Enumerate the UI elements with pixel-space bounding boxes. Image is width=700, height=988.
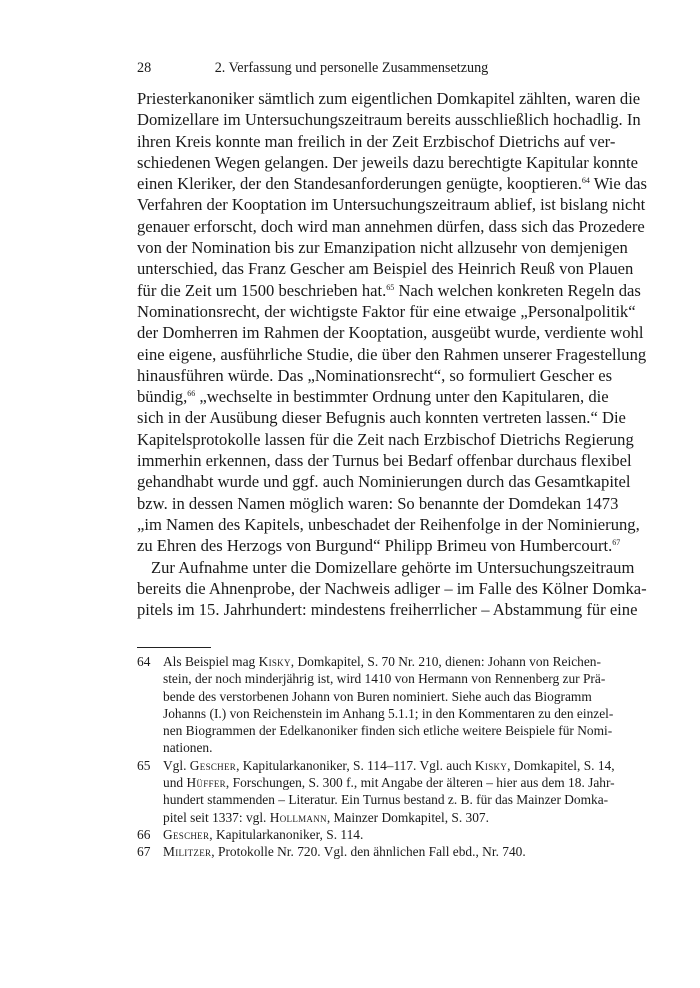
body-line: Domizellare im Untersuchungszeitraum bereits ausschließlich hochadlig. In: [137, 110, 641, 130]
body-text: [137, 88, 648, 620]
body-line: Verfahren der Kooptation im Untersuchungszeitraum ablief, ist bislang nicht: [137, 195, 646, 215]
footnote-66: 66 Gescher, Kapitularkanoniker, S. 114.: [137, 826, 364, 842]
footnote-ref-67[interactable]: 67: [612, 538, 621, 548]
footnotes: [137, 653, 615, 861]
body-line: einen Kleriker, der den Standesanforderungen genügte, kooptieren.$^{64}$ Wie das: [137, 174, 648, 194]
author-name: Kisky: [474, 757, 508, 773]
author-name: Hollmann: [269, 809, 327, 825]
body-line: pitels im 15. Jahrhundert: mindestens freiherrlicher – Abstammung für eine: [137, 600, 638, 620]
body-line: immerhin erkennen, dass der Turnus bei Bedarf offenbar durchaus flexibel: [137, 451, 632, 471]
body-line: genauer erforscht, doch wird man annehmen dürfen, dass sich das Prozedere: [137, 216, 645, 236]
body-line: eine eigene, ausführliche Studie, die über den Rahmen unserer Fragestellung: [137, 344, 647, 364]
body-line: bündig,$^{66}$ „wechselte in bestimmter Ordnung unter den Kapitularen, die: [137, 387, 609, 407]
body-line: gehandhabt wurde und ggf. auch Nominierungen durch das Gesamtkapitel: [137, 472, 631, 492]
footnote-number: 65: [137, 757, 151, 773]
page-number: 28: [137, 60, 152, 76]
body-line: bereits die Ahnenprobe, der Nachweis adliger – im Falle des Kölner Domka-: [137, 578, 647, 598]
body-line: unterschied, das Franz Gescher am Beispiel des Heinrich Reuß von Plauen: [137, 259, 634, 279]
body-line: Nominationsrecht, der wichtigste Faktor für eine etwaige „Personalpolitik“: [137, 301, 636, 321]
author-name: Kisky: [258, 654, 291, 669]
body-line: hinausführen würde. Das „Nominationsrecht“, so formuliert Gescher es: [137, 365, 613, 385]
body-line: von der Nomination bis zur Emanzipation nicht allzusehr von demjenigen: [137, 238, 628, 258]
body-line: sich in der Ausübung dieser Befugnis auch konnten vertreten lassen.“ Die: [137, 408, 626, 428]
footnote-number: 67: [137, 844, 151, 860]
author-name: Gescher: [189, 757, 237, 773]
running-title: 2. Verfassung und personelle Zusammensetzung: [214, 60, 489, 76]
footnote-67: 67 Militzer, Protokolle Nr. 720. Vgl. den ähnlichen Fall ebd., Nr. 740.: [137, 844, 526, 860]
footnote-separator: [137, 647, 211, 648]
running-head: [137, 60, 566, 82]
body-line: für die Zeit um 1500 beschrieben hat.$^{65}$ Nach welchen konkreten Regeln das: [137, 280, 641, 300]
book-page: [137, 60, 648, 620]
body-line: ihren Kreis konnte man freilich in der Zeit Erzbischof Dietrichs auf ver-: [137, 131, 616, 151]
footnote-65: 65 Vgl. Gescher, Kapitularkanoniker, S. 114–117. Vgl. auch Kisky, Domkapitel, S. 14, und Hüffer, Forschungen, S. 300 f., mit Angabe der älteren – hier aus dem 18. Jahr- hundert stammenden – Literatur. Ein Turnus bestand z. B. für das Mainzer Domka- pitel seit 1337: vgl. Hollmann, Mainzer Domkapitel, S. 307.: [137, 757, 615, 825]
body-line: schiedenen Wegen gelangen. Der jeweils dazu berechtigte Kapitular konnte: [137, 152, 639, 172]
footnote-number: 66: [137, 826, 151, 842]
body-line: der Domherren im Rahmen der Kooptation, ausgeübt wurde, verdiente wohl: [137, 323, 644, 343]
footnote-ref-66[interactable]: 66: [187, 389, 196, 399]
body-line: Kapitelsprotokolle lassen für die Zeit nach Erzbischof Dietrichs Regierung: [137, 429, 634, 449]
footnote-number: 64: [137, 654, 151, 669]
body-line: Priesterkanoniker sämtlich zum eigentlichen Domkapitel zählten, waren die: [137, 89, 641, 108]
author-name: Hüffer: [186, 775, 226, 791]
body-line: zu Ehren des Herzogs von Burgund“ Philipp Brimeu von Humbercourt.$^{67}$: [137, 536, 621, 556]
body-line: „im Namen des Kapitels, unbeschadet der Reihenfolge in der Nominierung,: [137, 514, 640, 534]
author-name: Gescher: [163, 826, 210, 842]
body-line: bzw. in dessen Namen möglich waren: So benannte der Domdekan 1473: [137, 493, 619, 513]
body-line: Zur Aufnahme unter die Domizellare gehörte im Untersuchungszeitraum: [151, 557, 635, 577]
footnote-ref-64[interactable]: 64: [581, 176, 590, 186]
footnote-ref-65[interactable]: 65: [386, 282, 395, 292]
footnote-64: 64 Als Beispiel mag Kisky, Domkapitel, S. 70 Nr. 210, dienen: Johann von Reichen- stein, der noch minderjährig ist, wird 1410 von Hermann von Rennenberg zur Prä- bende des verstorbenen Johann von Buren nominiert. Siehe auch das Biogramm Johanns (I.) von Reichenstein im Anhang 5.1.1; in den Kommentaren zu den einzel- nen Biogrammen der Edelkanoniker finden sich etliche weitere Beispiele für Nomi- nationen.: [137, 654, 614, 756]
author-name: Militzer: [163, 844, 212, 860]
